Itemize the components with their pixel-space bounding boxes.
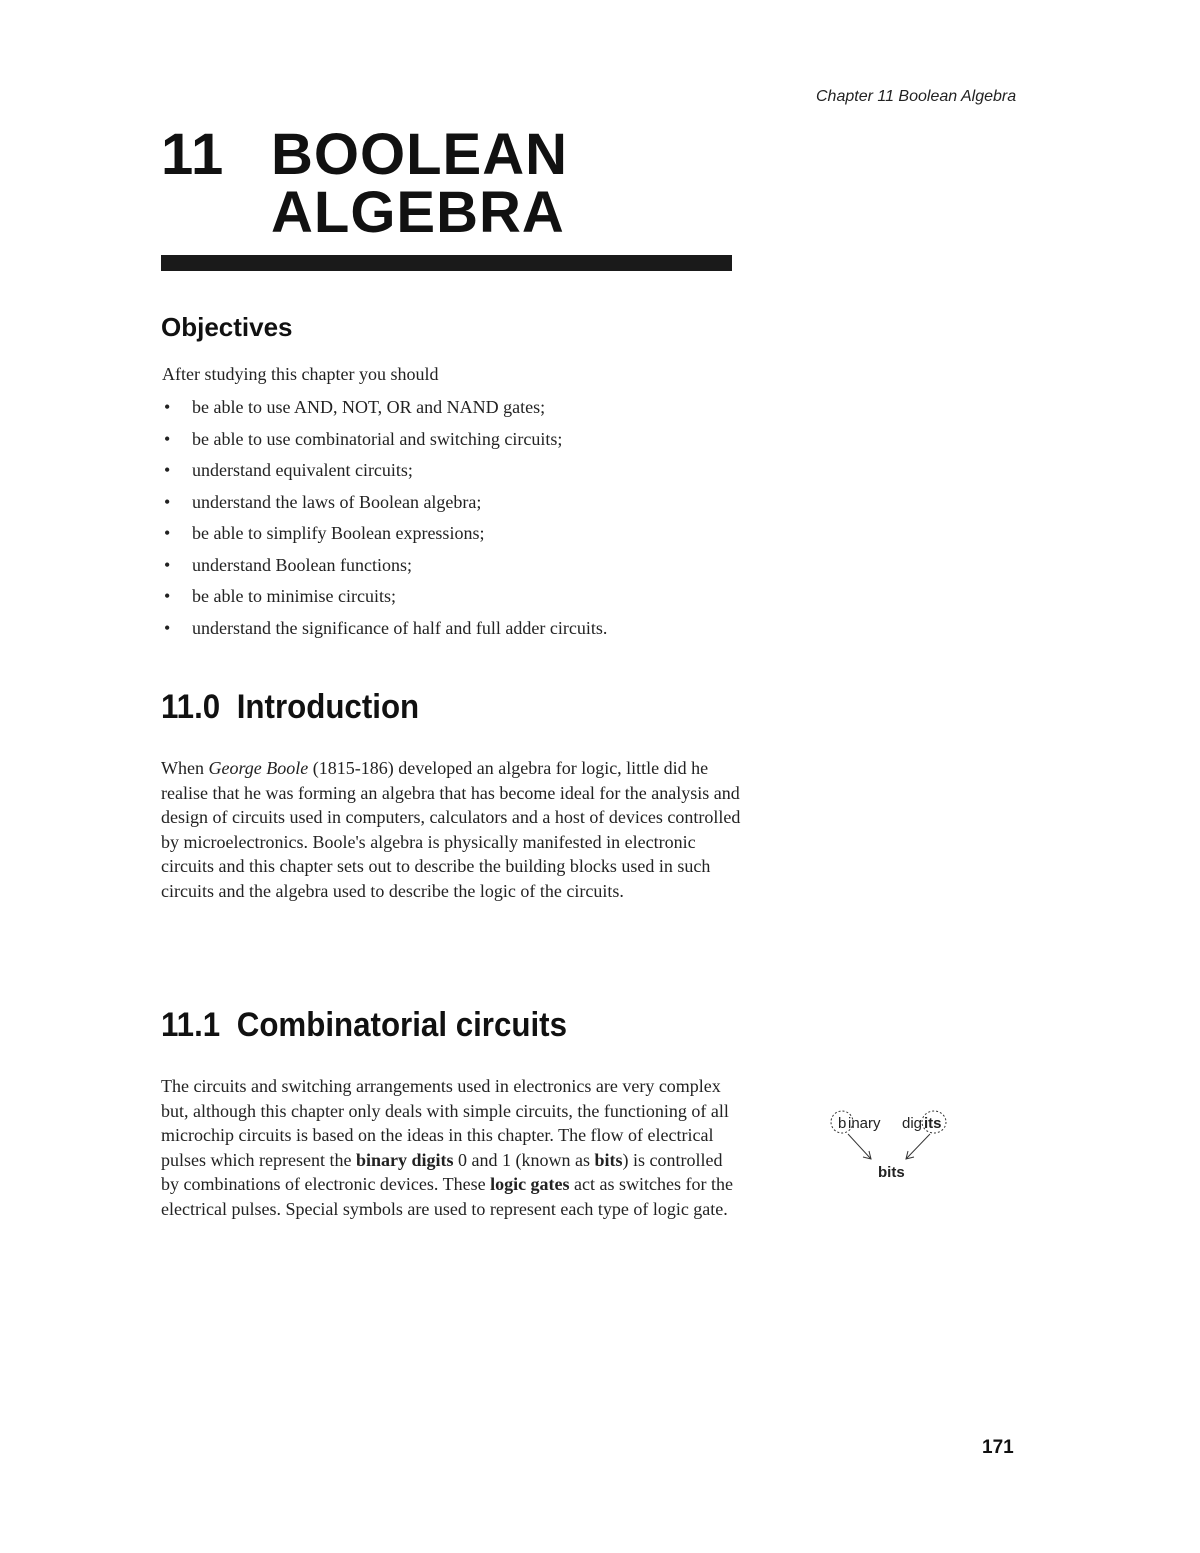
text-run: 0 and 1 (known as (453, 1149, 595, 1170)
section-heading-introduction (161, 688, 419, 727)
list-item (161, 490, 607, 522)
text-run: (1815-186) developed an algebra for logic, little did he realise that he was forming an algebra that has become ideal for the analysis and design of circuits used in computers, calculators and a host of devices controlled by microelectronics. Boole's algebra is physically manifested in electronic circuits and this chapter sets out to describe the building blocks used in such circuits and the algebra used to describe the logic of the circuits. (161, 758, 741, 901)
label-b: b (838, 1115, 847, 1132)
objective-text: be able to use combinatorial and switching circuits; (192, 428, 563, 449)
text-run: ) is controlled by combinations of electronic devices. These (161, 1149, 723, 1195)
objective-text: be able to minimise circuits; (192, 586, 396, 606)
chapter-title-line1: BOOLEAN (271, 122, 568, 187)
bullet-icon: • (164, 491, 171, 512)
objective-text: understand Boolean functions; (192, 554, 412, 575)
list-item (161, 584, 607, 616)
bullet-icon: • (164, 554, 171, 575)
chapter-title (161, 122, 568, 245)
arrow-line-right (906, 1134, 930, 1159)
list-item (161, 553, 607, 585)
page-number: 171 (982, 1437, 1014, 1458)
section-title: Combinatorial circuits (236, 1006, 567, 1044)
label-its: its (924, 1115, 942, 1132)
text-run: The circuits and switching arrangements used in electronics are very complex but, although this chapter only deals with simple circuits, the functioning of all microchip circuits is based on the ideas in this chapter. The flow of electrical pulses which represent the (161, 1076, 729, 1170)
objectives-intro: After studying this chapter you should (162, 364, 439, 384)
bullet-icon: • (164, 586, 171, 606)
introduction-paragraph (161, 756, 741, 904)
section-number: 11.0 (161, 688, 221, 726)
objectives-heading: Objectives (161, 312, 293, 342)
objective-text: understand equivalent circuits; (192, 460, 413, 480)
combinatorial-paragraph (161, 1074, 741, 1222)
label-inary: inary (848, 1115, 881, 1132)
chapter-number: 11 (161, 122, 225, 187)
arrow-line-left (848, 1134, 871, 1159)
list-item (161, 427, 607, 459)
bullet-icon: • (164, 523, 171, 543)
objective-text: be able to simplify Boolean expressions; (192, 523, 485, 543)
bullet-icon: • (164, 397, 171, 417)
bullet-icon: • (164, 617, 171, 638)
objective-text: be able to use AND, NOT, OR and NAND gates; (192, 397, 546, 417)
list-item (161, 521, 607, 553)
objective-text: understand the laws of Boolean algebra; (192, 491, 482, 512)
section-number: 11.1 (161, 1006, 221, 1044)
binary-digits-margin-diagram (826, 1104, 956, 1184)
text-run: act as switches for the electrical pulses. Special symbols are used to represent each type of logic gate. (161, 1174, 733, 1219)
section-title: Introduction (236, 688, 420, 726)
key-term: logic gates (490, 1174, 570, 1195)
bullet-icon: • (164, 460, 171, 480)
objectives-list (161, 395, 607, 647)
list-item (161, 395, 607, 427)
list-item (161, 616, 607, 648)
person-name: George Boole (208, 758, 309, 778)
bullet-icon: • (164, 428, 171, 449)
label-dig: dig (902, 1115, 923, 1132)
list-item (161, 458, 607, 490)
objective-text: understand the significance of half and full adder circuits. (192, 617, 608, 638)
text-run: When (161, 758, 209, 778)
title-rule (161, 255, 732, 271)
key-term: binary digits (355, 1149, 454, 1170)
running-head: Chapter 11 Boolean Algebra (816, 88, 1017, 105)
chapter-title-line2: ALGEBRA (271, 180, 565, 245)
label-bits: bits (878, 1164, 905, 1181)
section-heading-combinatorial (161, 1006, 567, 1045)
key-term: bits (594, 1149, 623, 1170)
